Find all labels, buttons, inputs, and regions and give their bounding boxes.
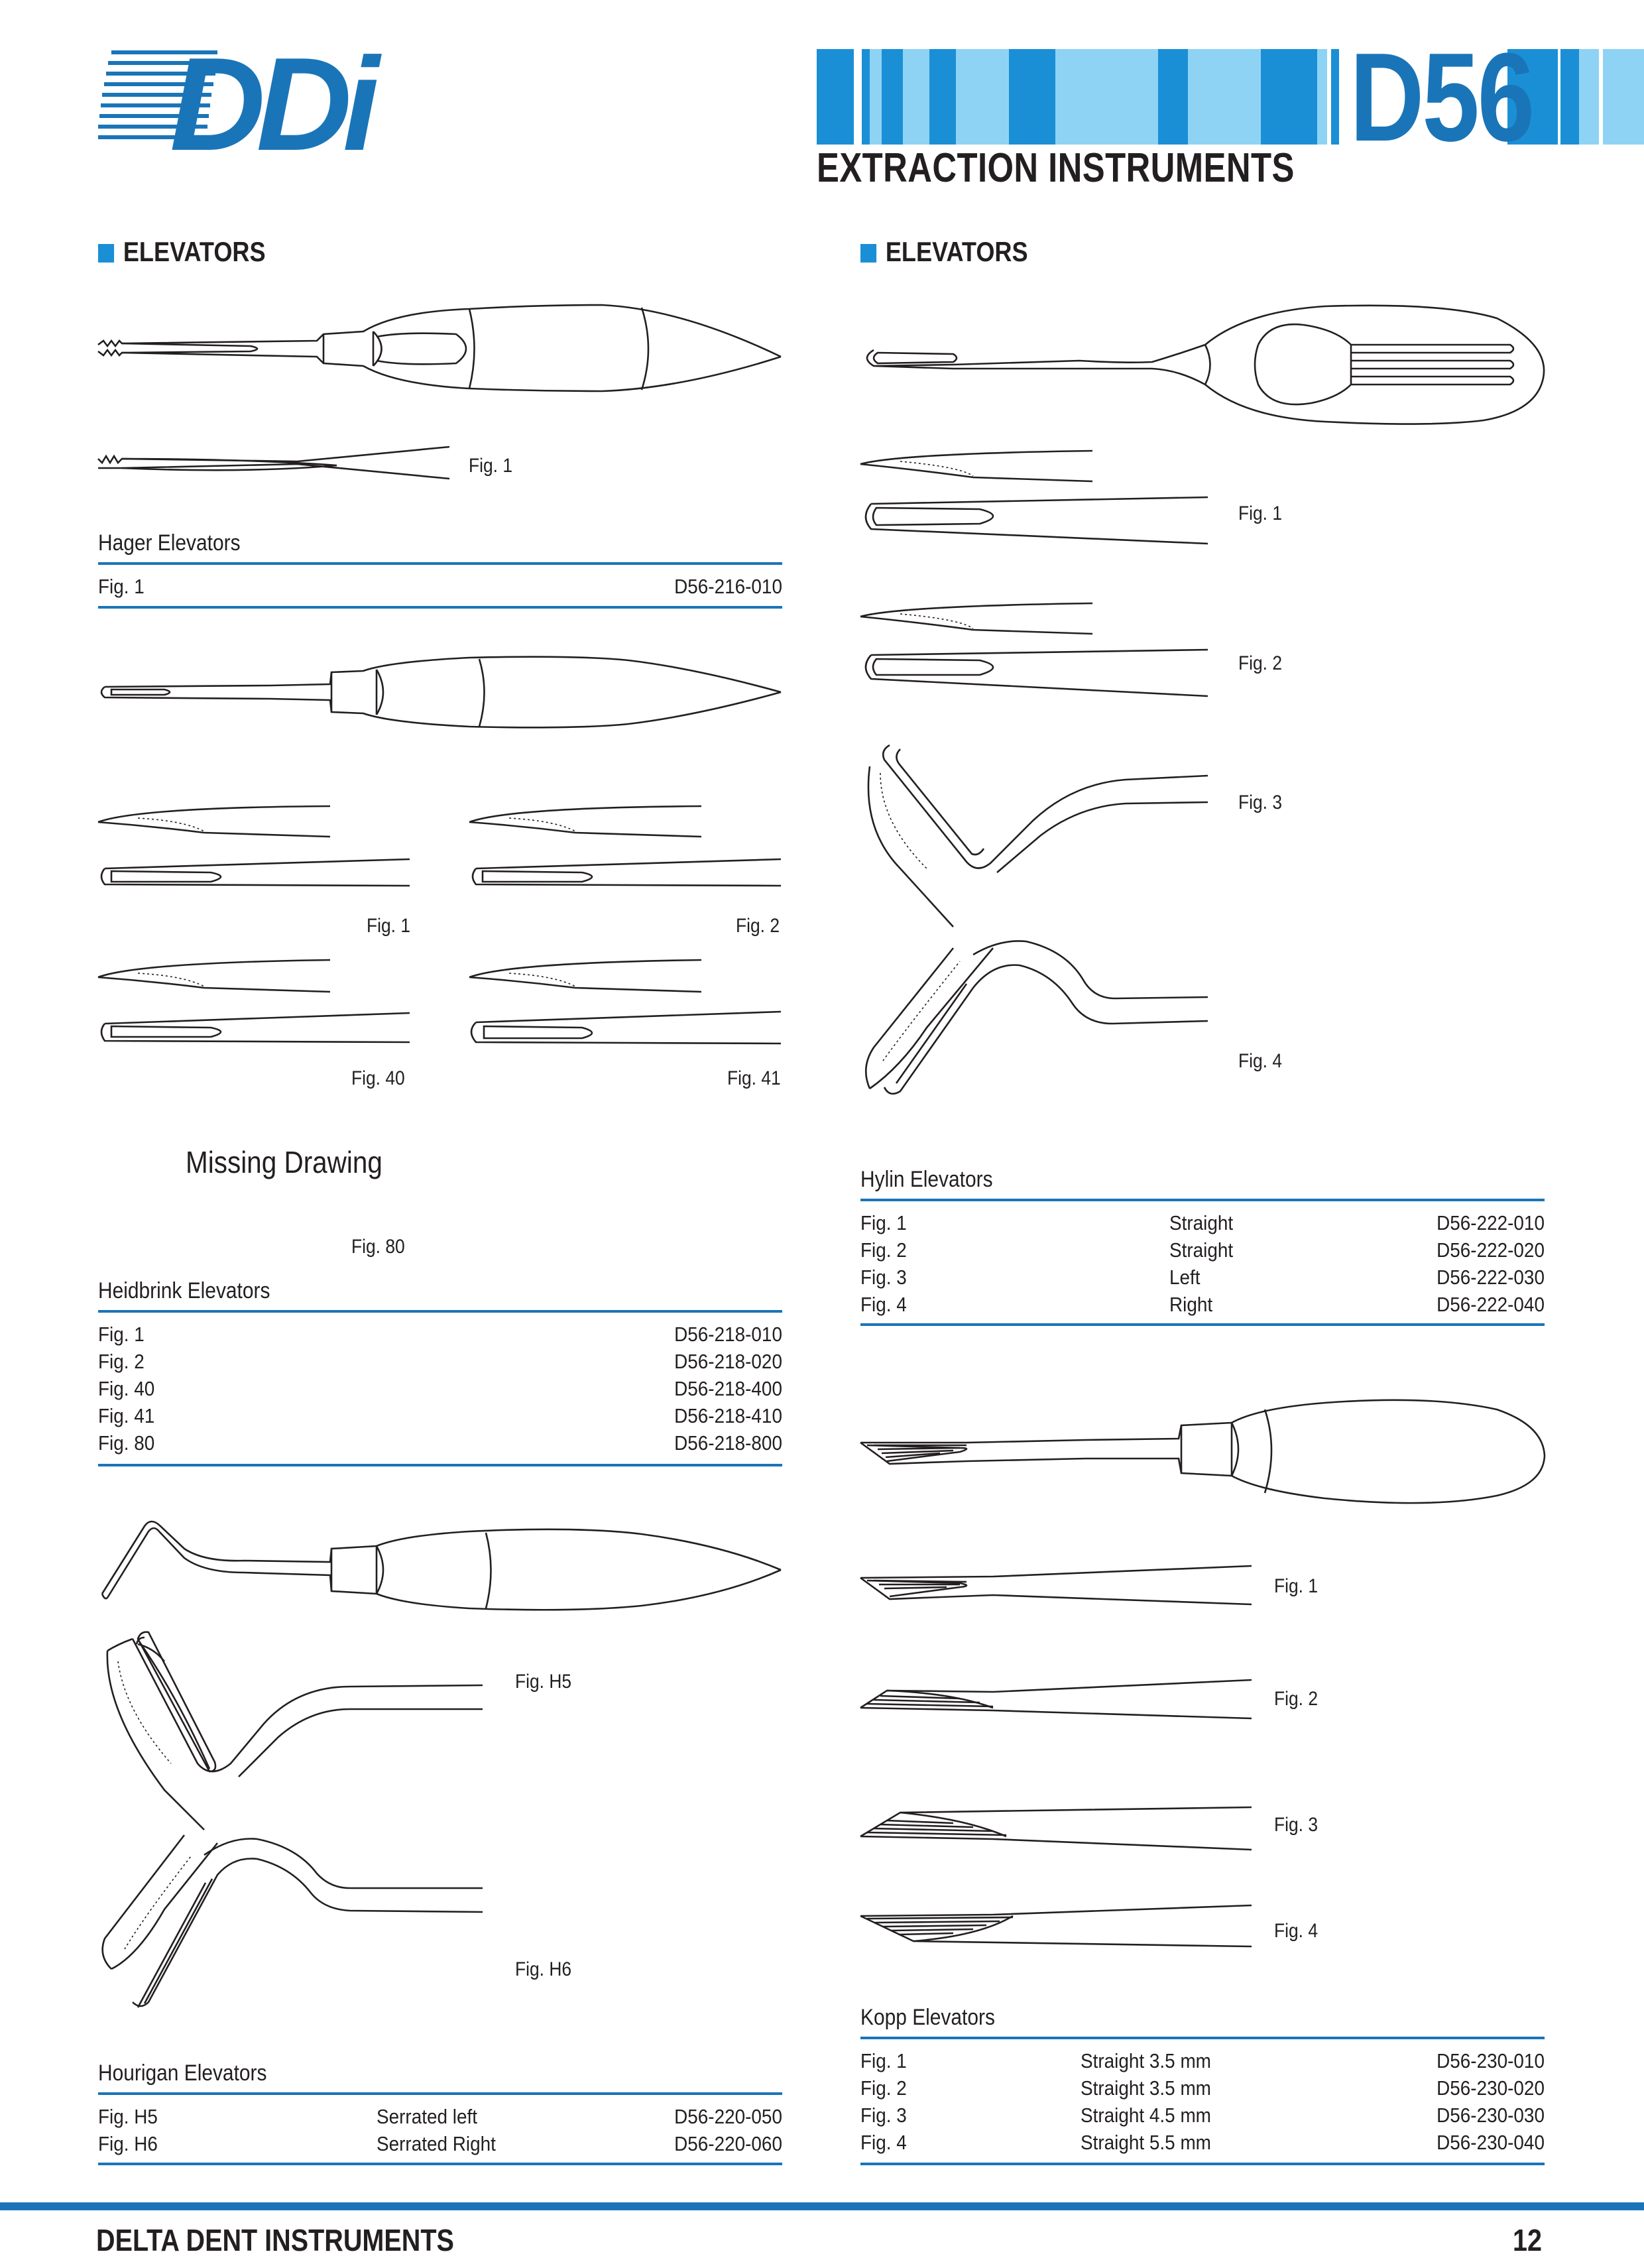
rule (98, 2092, 782, 2095)
table-row (98, 573, 782, 600)
table-row: Fig. 4 Straight 5.5 mm D56-230-040 (860, 2131, 1545, 2154)
page-number: 12 (1513, 2223, 1543, 2257)
product-title: Kopp Elevators (860, 2005, 995, 2030)
rule (860, 2163, 1545, 2165)
kopp-fig4-view (860, 1905, 1252, 1946)
section-label: ELEVATORS (885, 236, 1028, 267)
heidbrink-fig1-view (98, 806, 410, 886)
heidbrink-fig41-view (469, 960, 781, 1044)
logo (98, 30, 371, 178)
section-square-icon (98, 244, 114, 263)
table-row: Fig. 3 Left D56-222-030 (860, 1266, 1545, 1289)
section-label: ELEVATORS (123, 236, 266, 267)
table-row: Fig. H6 Serrated Right D56-220-060 (98, 2132, 782, 2155)
missing-drawing-note: Missing Drawing (186, 1145, 382, 1179)
rule (98, 2163, 782, 2165)
table-row: Fig. 80 D56-218-800 (98, 1431, 782, 1455)
hylin-fig1-view (860, 451, 1208, 544)
fig-label: Fig. 1 (367, 915, 411, 937)
hager-elevator-drawing (98, 285, 788, 497)
fig-label: Fig. 3 (1274, 1814, 1319, 1836)
product-title: Heidbrink Elevators (98, 1278, 270, 1303)
fig-label: Fig. 41 (727, 1067, 781, 1089)
table-row: Fig. H5 Serrated left D56-220-050 (98, 2105, 782, 2128)
kopp-spec-table (860, 2047, 1545, 2156)
rule (860, 1323, 1545, 1326)
fig-label: Fig. 1 (469, 455, 513, 477)
hylin-spec-table (860, 1209, 1545, 1318)
product-title: Hylin Elevators (860, 1167, 993, 1192)
rule (98, 1464, 782, 1466)
rule (860, 2037, 1545, 2039)
hager-tip-view (98, 447, 449, 479)
kopp-fig1-view (860, 1566, 1252, 1604)
fig-label: Fig. H6 (515, 1958, 572, 1980)
heidbrink-spec-table (98, 1321, 782, 1457)
fig-label: Fig. 4 (1274, 1920, 1319, 1942)
table-row: Fig. 2 D56-218-020 (98, 1350, 782, 1373)
heidbrink-fig2-view (469, 806, 781, 886)
fig-cell: Fig. 1 (98, 575, 145, 598)
heidbrink-elevator-drawing (98, 643, 788, 1107)
hylin-fig3-view (868, 745, 1208, 927)
hylin-handle-view (867, 306, 1544, 424)
section-title-left (98, 236, 266, 268)
fig-label: Fig. 40 (351, 1067, 405, 1089)
table-row: Fig. 1 Straight D56-222-010 (860, 1211, 1545, 1234)
table-row: Fig. 1 Straight 3.5 mm D56-230-010 (860, 2049, 1545, 2072)
hourigan-h5-view (107, 1638, 483, 1830)
logo-text: DDi (170, 30, 371, 178)
hourigan-elevator-drawing (98, 1512, 788, 2042)
kopp-elevator-drawing (860, 1379, 1550, 1962)
table-row: Fig. 1 D56-218-010 (98, 1323, 782, 1346)
rule (98, 562, 782, 565)
table-row: Fig. 41 D56-218-410 (98, 1404, 782, 1427)
fig-label: Fig. 1 (1238, 503, 1283, 524)
code-cell: D56-216-010 (674, 575, 782, 598)
hourigan-spec-table (98, 2103, 782, 2157)
hylin-fig2-view (860, 603, 1208, 696)
kopp-fig3-view (860, 1807, 1252, 1850)
rule (98, 1310, 782, 1313)
footer-company: DELTA DENT INSTRUMENTS (96, 2223, 454, 2257)
rule (98, 606, 782, 609)
fig-label: Fig. 4 (1238, 1050, 1283, 1072)
fig-label: Fig. 3 (1238, 792, 1283, 813)
fig-label: Fig. H5 (515, 1671, 572, 1693)
fig-label: Fig. 2 (1238, 652, 1283, 674)
fig-label: Fig. 1 (1274, 1575, 1319, 1597)
hager-spec-table (98, 573, 782, 600)
table-row: Fig. 2 Straight D56-222-020 (860, 1238, 1545, 1262)
fig-label: Fig. 2 (1274, 1688, 1319, 1710)
table-row: Fig. 40 D56-218-400 (98, 1377, 782, 1400)
hager-handle-view (98, 305, 781, 391)
table-row: Fig. 3 Straight 4.5 mm D56-230-030 (860, 2104, 1545, 2127)
catalog-code: D56 (1350, 27, 1533, 168)
section-square-icon (860, 244, 876, 263)
kopp-fig2-view (860, 1680, 1252, 1718)
kopp-handle-view (860, 1400, 1545, 1503)
hourigan-h6-view (103, 1835, 483, 2007)
rule (860, 1199, 1545, 1201)
fig-label: Fig. 2 (736, 915, 780, 937)
hylin-fig4-view (866, 941, 1208, 1093)
section-title-right (860, 236, 1028, 268)
category-title: EXTRACTION INSTRUMENTS (817, 145, 1295, 191)
fig-label: Fig. 80 (351, 1236, 405, 1258)
footer-bar (0, 2202, 1644, 2210)
hylin-elevator-drawing (860, 292, 1550, 1101)
table-row: Fig. 4 Right D56-222-040 (860, 1293, 1545, 1316)
product-title: Hourigan Elevators (98, 2060, 267, 2086)
hourigan-handle-view (102, 1522, 781, 1610)
heidbrink-fig40-view (98, 960, 410, 1042)
table-row: Fig. 2 Straight 3.5 mm D56-230-020 (860, 2076, 1545, 2100)
heidbrink-handle-view (101, 657, 781, 728)
product-title: Hager Elevators (98, 530, 241, 556)
